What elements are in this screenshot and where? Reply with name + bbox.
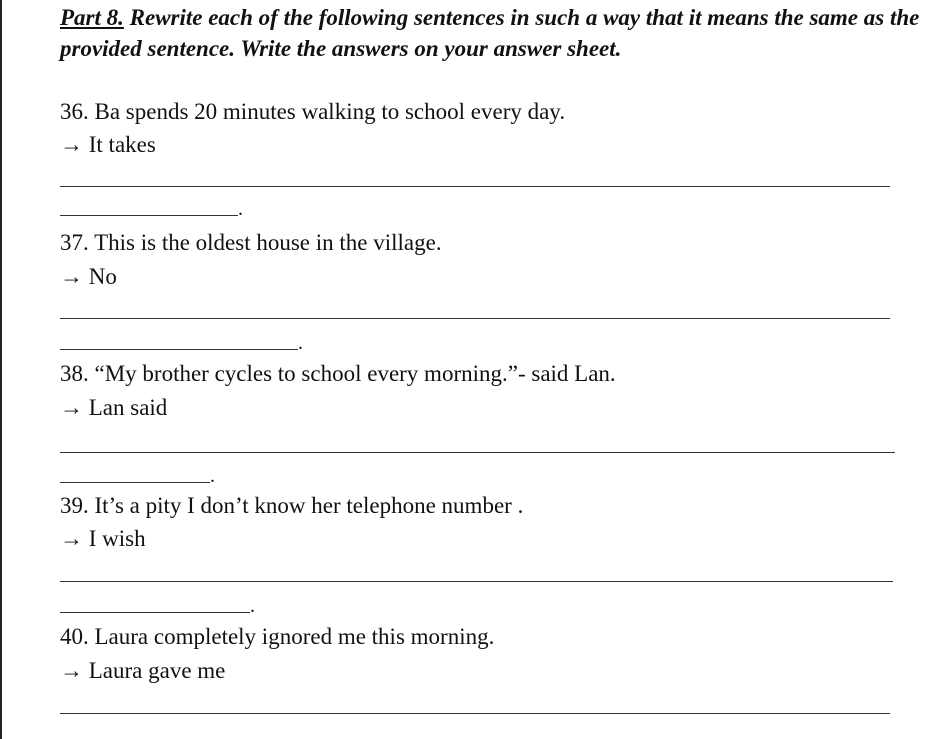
question-37-end-mark: . bbox=[298, 332, 303, 354]
question-36-end-mark: . bbox=[238, 198, 243, 220]
part-label: Part 8. bbox=[60, 5, 124, 30]
question-36-sentence: 36. Ba spends 20 minutes walking to school every day. bbox=[60, 99, 566, 124]
question-38-sentence: 38. “My brother cycles to school every morning.”- said Lan. bbox=[60, 361, 616, 386]
question-38-answer-line-short[interactable] bbox=[60, 482, 210, 483]
question-40-answer-line[interactable] bbox=[60, 713, 890, 714]
question-39-answer-line-short[interactable] bbox=[60, 612, 250, 613]
question-37-answer-line-short[interactable] bbox=[60, 349, 298, 350]
question-40-sentence: 40. Laura completely ignored me this morning. bbox=[60, 624, 495, 649]
question-39-prompt: → I wish bbox=[60, 526, 146, 551]
question-38-end-mark: . bbox=[210, 465, 215, 487]
question-36-prompt: → It takes bbox=[60, 132, 156, 157]
question-38-answer-line[interactable] bbox=[60, 452, 895, 453]
question-39-end-mark: . bbox=[250, 595, 255, 617]
question-38-prompt: → Lan said bbox=[60, 395, 168, 420]
instructions-text: Rewrite each of the following sentences in such a way that it means the same as the provided sentence. Write the answers on your answer sheet. bbox=[60, 5, 920, 61]
question-37-prompt: → No bbox=[60, 264, 117, 289]
question-37-sentence: 37. This is the oldest house in the village. bbox=[60, 230, 442, 255]
question-36-answer-line[interactable] bbox=[60, 186, 890, 187]
question-39-answer-line[interactable] bbox=[60, 581, 893, 582]
question-37-answer-line[interactable] bbox=[60, 318, 890, 319]
question-40-prompt: → Laura gave me bbox=[60, 658, 226, 683]
instructions bbox=[60, 2, 920, 64]
question-39-sentence: 39. It’s a pity I don’t know her telephone number . bbox=[60, 493, 524, 518]
question-36-answer-line-short[interactable] bbox=[60, 215, 238, 216]
